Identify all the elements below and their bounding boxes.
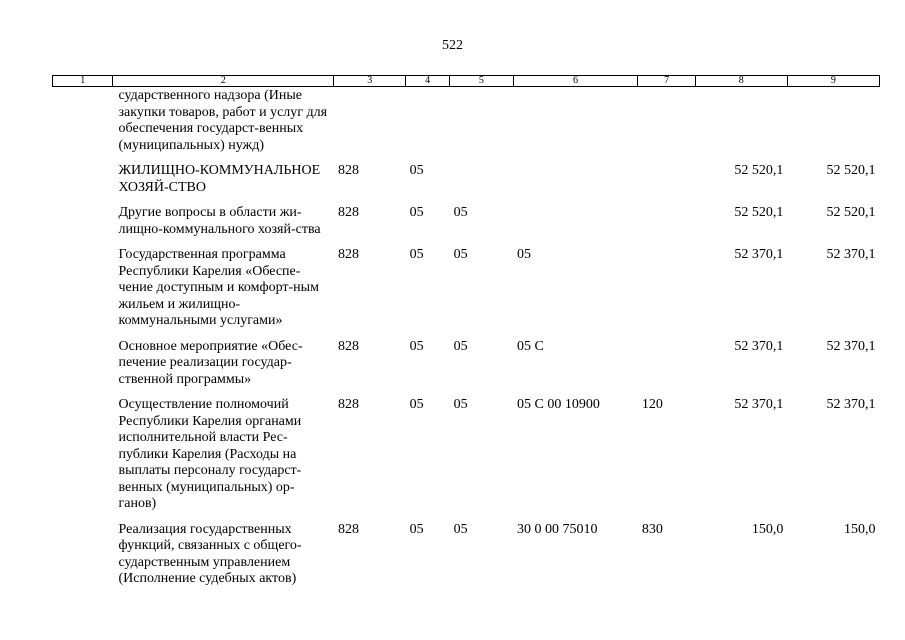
column-number-8: 8: [695, 76, 787, 87]
row-amount-1: [695, 87, 787, 164]
row-amount-2: 52 370,1: [826, 338, 876, 354]
column-number-row: [53, 76, 880, 87]
page-number: 522: [442, 38, 463, 53]
row-section: 05: [409, 397, 424, 412]
row-expense-type: 120: [641, 397, 663, 412]
row-section: 05: [409, 338, 424, 354]
table-row: [53, 205, 880, 247]
table-row: [53, 163, 880, 205]
column-number-6: 6: [513, 76, 638, 87]
row-expense-type: [638, 247, 695, 339]
column-number-2: 2: [113, 76, 334, 87]
row-ministry-code: 828: [337, 163, 359, 178]
row-subsection: 05: [453, 397, 468, 412]
row-expense-type: [638, 163, 695, 205]
row-ministry-code: 828: [337, 397, 359, 412]
row-subsection: 05: [453, 205, 468, 220]
row-ministry-code: 828: [337, 521, 359, 537]
row-section: 05: [409, 521, 424, 537]
row-amount-2: 52 520,1: [826, 163, 876, 178]
row-amount-1: 52 520,1: [734, 163, 784, 178]
row-name: Осуществление полномочий Республики Карелия органами исполнительной власти Рес-публики Карелия (Расходы на выплаты персоналу государст-венных (муниципальных) ор-ганов): [118, 397, 302, 511]
row-subsection: [450, 87, 513, 164]
row-expense-type: 830: [641, 521, 663, 537]
row-subsection: 05: [453, 521, 468, 537]
row-name: Основное мероприятие «Обес-печение реализации государ-ственной программы»: [118, 338, 303, 387]
row-name: сударственного надзора (Иные закупки товаров, работ и услуг для обеспечения государст-венных (муниципальных) нужд): [118, 88, 328, 153]
row-amount-1: 150,0: [751, 521, 784, 537]
row-subsection: 05: [453, 338, 468, 354]
column-number-5: 5: [450, 76, 513, 87]
column-number-4: 4: [406, 76, 450, 87]
row-target-article: [513, 163, 638, 205]
table-row: [53, 87, 880, 164]
row-target-article: [513, 205, 638, 247]
row-target-article: 05 С 00 10900: [517, 397, 600, 412]
row-section: 05: [409, 247, 424, 262]
row-target-article: 05 С: [517, 338, 544, 354]
table-row: [53, 522, 880, 588]
row-name: Государственная программа Республики Карелия «Обеспе-чение доступным и комфорт-ным жильем и жилищно-коммунальными услугами»: [118, 247, 319, 328]
row-section: 05: [409, 205, 424, 220]
row-name: ЖИЛИЩНО-КОММУНАЛЬНОЕ ХОЗЯЙ-СТВО: [118, 163, 321, 195]
column-number-9: 9: [787, 76, 879, 87]
row-amount-2: 150,0: [844, 521, 876, 537]
row-amount-2: 52 370,1: [826, 247, 876, 262]
row-expense-type: [638, 339, 695, 398]
row-amount-1: 52 370,1: [734, 338, 784, 354]
row-name: Реализация государственных функций, связанных с общего-сударственным управлением (Исполнение судебных актов): [118, 521, 302, 586]
row-target-article: 05: [517, 247, 532, 262]
table-row: [53, 339, 880, 398]
row-amount-1: 52 520,1: [734, 205, 784, 220]
row-amount-1: 52 370,1: [734, 397, 784, 412]
row-ministry-code: 828: [337, 247, 359, 262]
row-section: 05: [409, 163, 424, 178]
row-ministry-code: [334, 87, 406, 164]
row-amount-2: [787, 87, 879, 164]
row-amount-2: 52 520,1: [826, 205, 876, 220]
column-number-3: 3: [334, 76, 406, 87]
row-subsection: [450, 163, 513, 205]
row-target-article: [513, 87, 638, 164]
row-ministry-code: 828: [337, 338, 359, 354]
row-expense-type: [638, 87, 695, 164]
table-row: [53, 397, 880, 522]
column-number-1: 1: [53, 76, 113, 87]
row-expense-type: [638, 205, 695, 247]
row-amount-2: 52 370,1: [826, 397, 876, 412]
table-row: [53, 247, 880, 339]
row-target-article: 30 0 00 75010: [517, 521, 598, 537]
row-ministry-code: 828: [337, 205, 359, 220]
column-number-7: 7: [638, 76, 695, 87]
row-name: Другие вопросы в области жи-лищно-коммунального хозяй-ства: [118, 205, 321, 237]
budget-table: [52, 75, 880, 588]
row-amount-1: 52 370,1: [734, 247, 784, 262]
row-subsection: 05: [453, 247, 468, 262]
row-section: [406, 87, 450, 164]
